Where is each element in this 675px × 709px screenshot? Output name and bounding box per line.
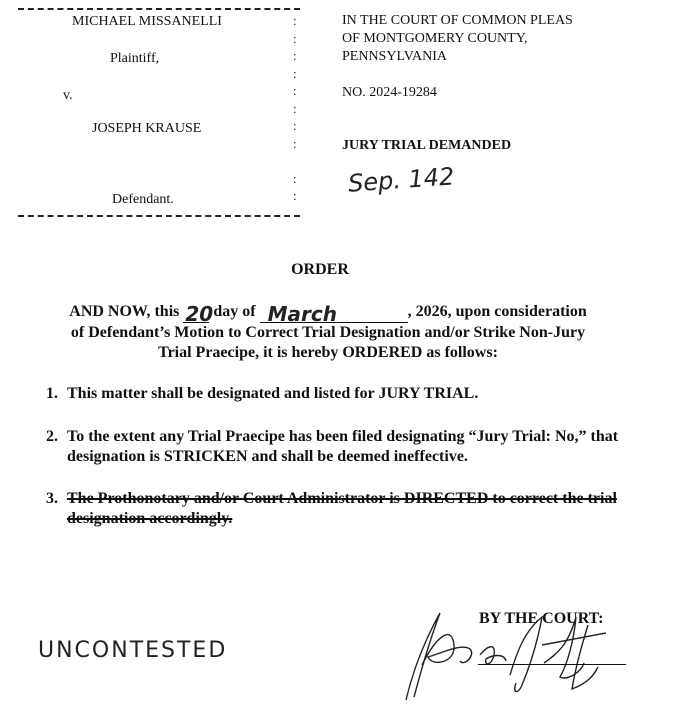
order-item-text: To the extent any Trial Praecipe has been filed designating “Jury Trial: No,” that designation is STRICKEN and shall be deemed ineffective. [67,428,619,465]
order-intro-line-1 [28,302,628,326]
order-item-text: This matter shall be designated and listed for JURY TRIAL. [67,385,479,402]
order-item-3-stricken [46,489,636,529]
day-handwritten: 20 [185,302,214,326]
court-line-1: IN THE COURT OF COMMON PLEAS [342,13,573,28]
order-item-number: 1. [46,385,58,402]
order-item-2 [46,427,636,467]
caption-colon-column: : : : : : : : : : : [293,13,297,203]
plaintiff-role: Plaintiff, [110,51,160,66]
judge-signature [392,605,622,705]
caption-bottom-rule [18,215,300,217]
uncontested-note: UNCONTESTED [38,638,228,663]
order-item-number: 2. [46,428,58,445]
case-number: NO. 2024-19284 [342,85,437,100]
defendant-name: JOSEPH KRAUSE [92,121,202,136]
order-item-1 [46,384,636,404]
signature-line [478,664,626,665]
court-line-2: OF MONTGOMERY COUNTY, [342,31,528,46]
month-blank [260,302,408,326]
intro-middle: day of [213,303,256,320]
jury-trial-demanded: JURY TRIAL DEMANDED [342,138,512,153]
order-item-number: 3. [46,490,58,507]
court-line-3: PENNSYLVANIA [342,49,448,64]
order-intro-line-3: Trial Praecipe, it is hereby ORDERED as follows: [158,344,498,361]
defendant-role: Defendant. [112,192,174,207]
court-heading [342,12,573,66]
intro-prefix: AND NOW, this [69,303,180,320]
order-item-text: The Prothonotary and/or Court Administrator is DIRECTED to correct the trial designation accordingly. [67,490,617,527]
versus-label: v. [63,88,73,103]
order-intro [28,302,628,363]
plaintiff-name: MICHAEL MISSANELLI [72,14,222,29]
intro-suffix: , 2026, upon consideration [407,303,587,320]
handwritten-date-note: Sep. 142 [347,162,456,198]
by-the-court-label: BY THE COURT: [479,610,604,627]
order-intro-line-2: of Defendant’s Motion to Correct Trial Designation and/or Strike Non-Jury [70,324,586,341]
order-title: ORDER [291,261,349,278]
caption-top-rule [18,8,300,10]
day-blank [183,302,214,326]
month-handwritten: March [267,302,337,326]
